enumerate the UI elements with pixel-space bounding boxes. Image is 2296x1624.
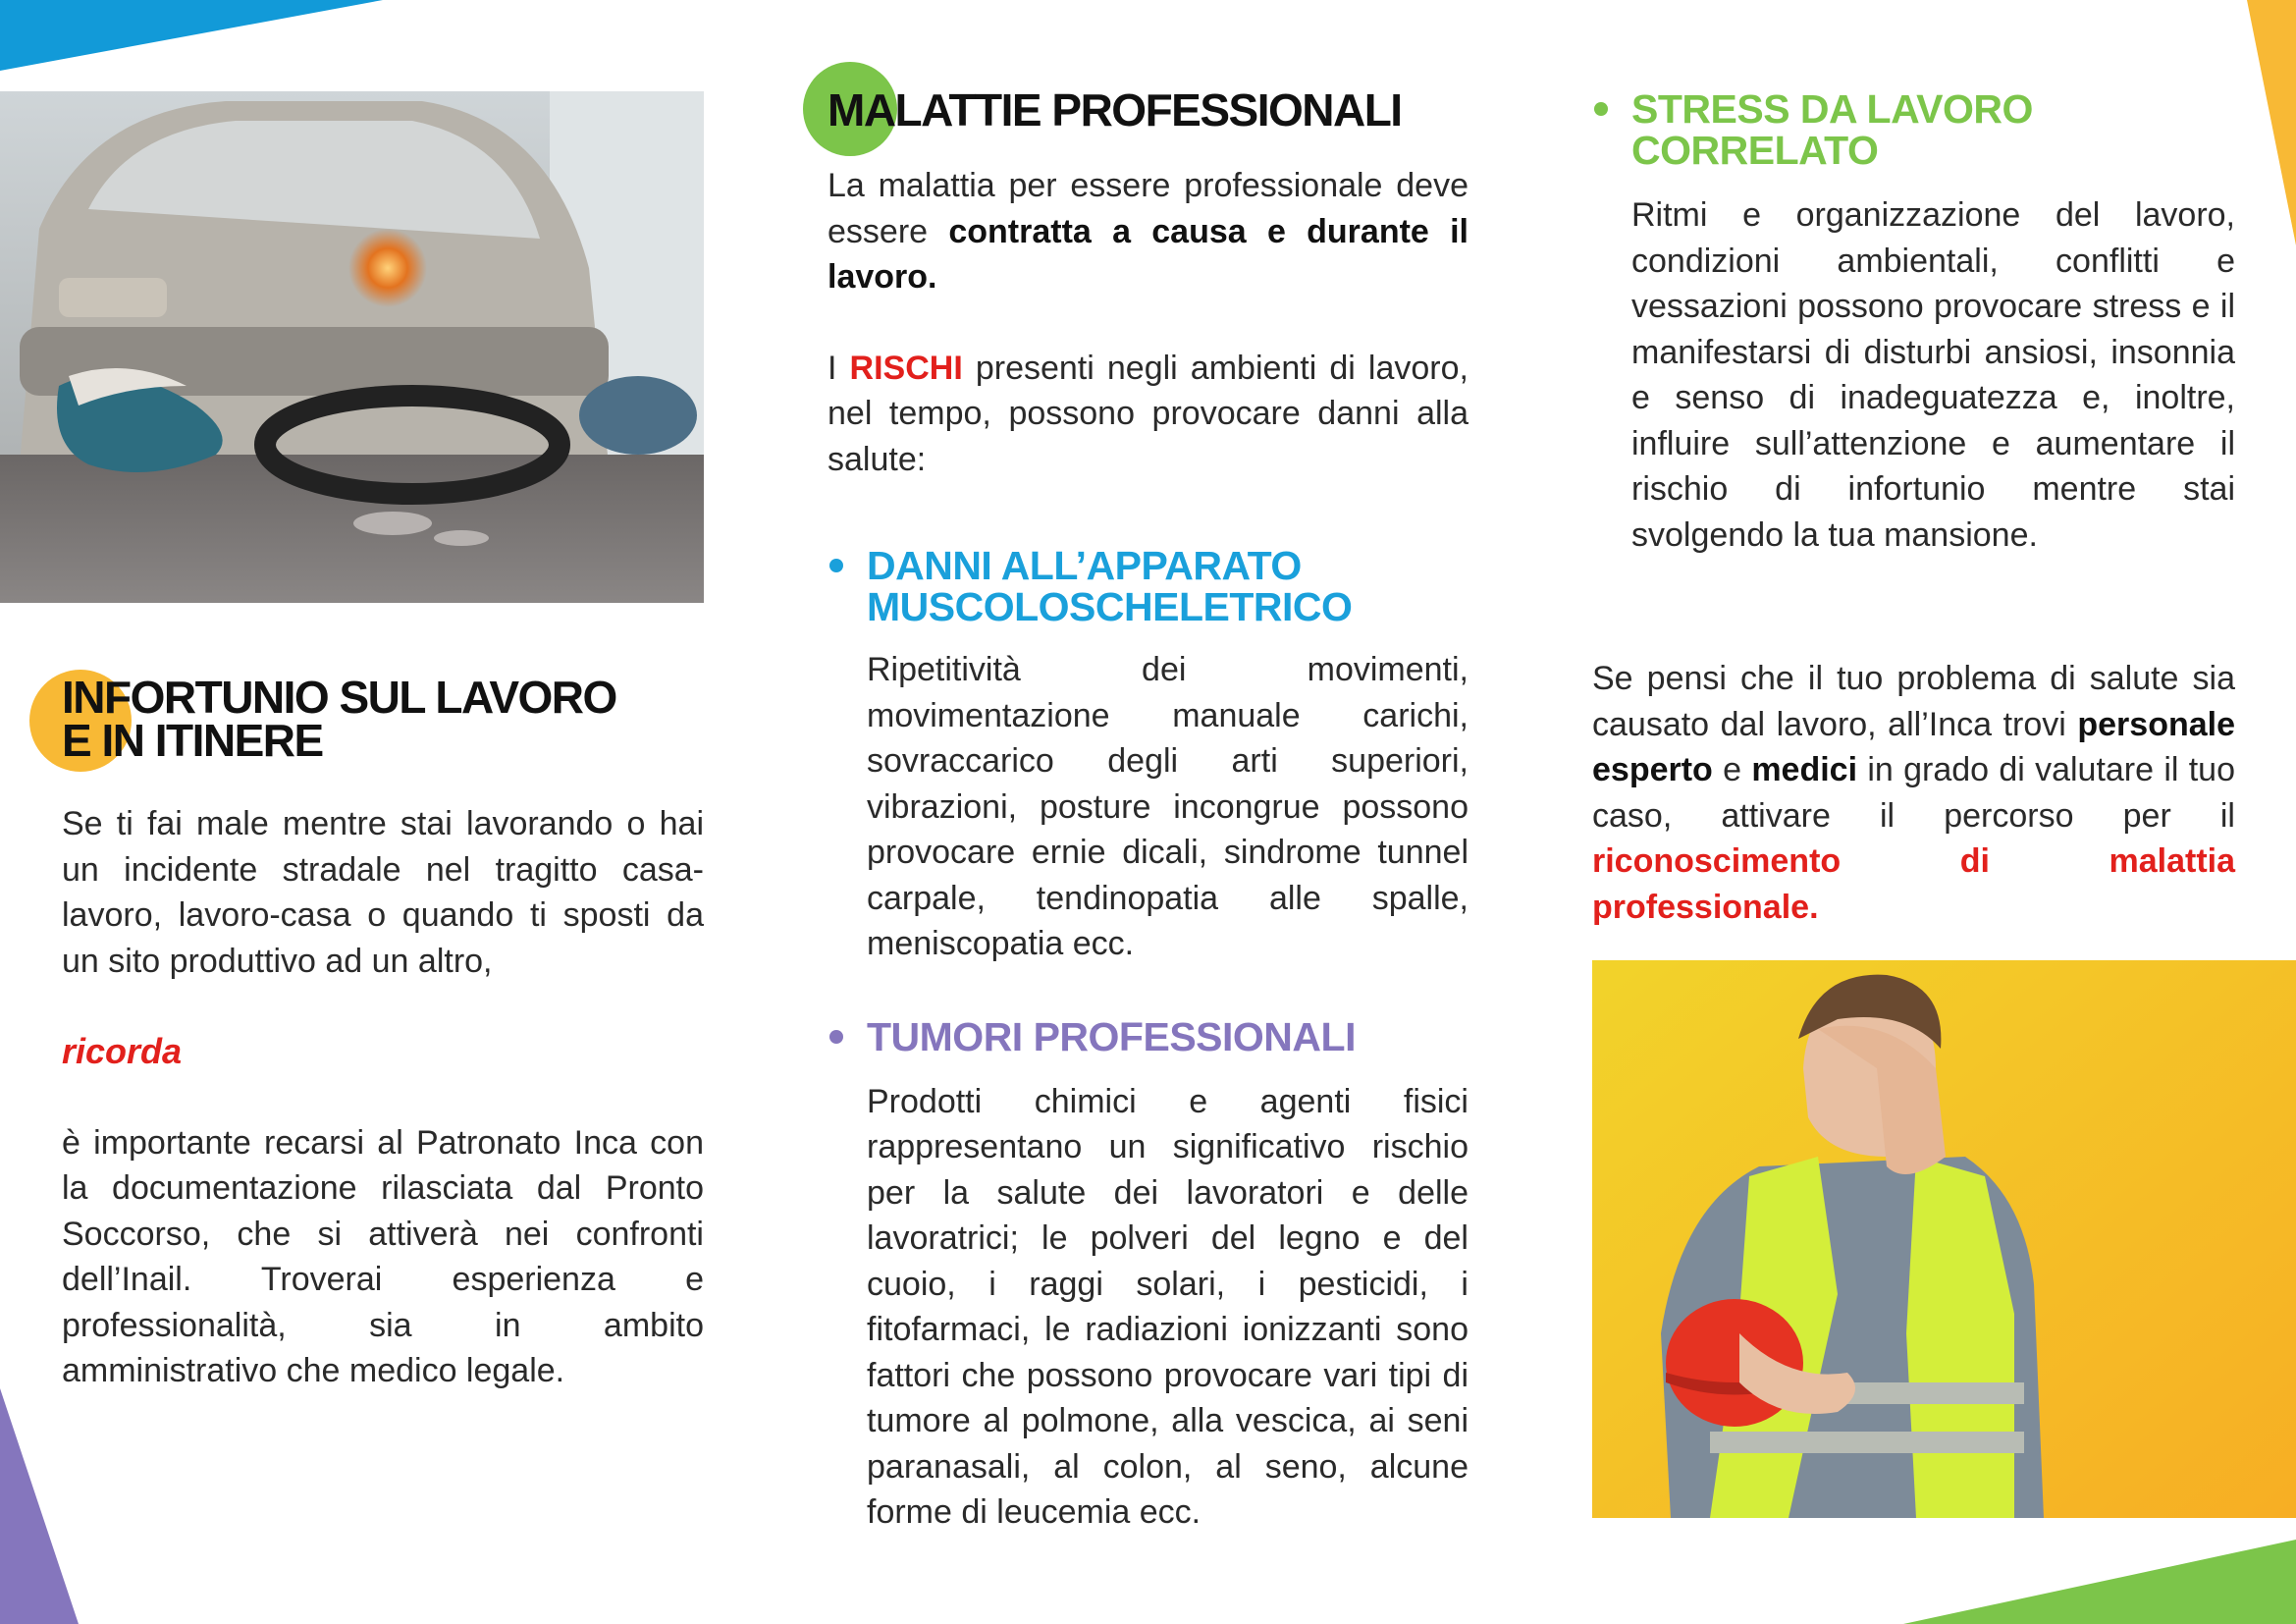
bullet-stress	[1592, 88, 2235, 171]
stress-body: Ritmi e organizzazione del lavoro, condizioni ambientali, conflitti e vessazioni possono provocare stress e il manifestarsi di disturbi ansiosi, insonnia e senso di inadeguatezza e, inoltre, influire sull’attenzione e aumentare il rischio di infortunio mentre stai svolgendo la tua mansione.	[1631, 196, 2235, 554]
middle-column	[828, 84, 1468, 1536]
malattie-intro	[828, 163, 1468, 300]
bullet-stress-title: STRESS DA LAVORO CORRELATO	[1631, 86, 2033, 173]
infortunio-paragraph-2: è importante recarsi al Patronato Inca con la documentazione rilasciata dal Pronto Soccorso, che si attiverà nei confronti dell’Inail. Troverai esperienza e professionalità, sia in ambito amministrativo che medico legale.	[62, 1123, 704, 1389]
ricorda-label: ricorda	[62, 1031, 183, 1071]
rischi-paragraph	[828, 346, 1468, 483]
closing-bold-2: medici	[1751, 751, 1858, 788]
intro-text: La malattia per essere professionale deve essere	[828, 167, 1468, 250]
bullet-dot	[829, 1030, 843, 1044]
heading-line-1: INFORTUNIO SUL LAVORO	[62, 672, 616, 723]
bullet-tumori	[828, 1013, 1468, 1059]
bullet-danni-line-1: DANNI ALL’APPARATO	[867, 543, 1302, 588]
infortunio-paragraph-1: Se ti fai male mentre stai lavorando o hai un incidente stradale nel tragitto casa-lavoro, lavoro-casa o quando ti sposti da un sito produttivo ad un altro,	[62, 805, 704, 980]
bottom-left-purple-stripe	[0, 1388, 88, 1624]
closing-text-3: in grado di valutare il tuo caso, attivare il percorso per il	[1592, 751, 2235, 835]
danni-body: Ripetitività dei movimenti, movimentazione manuale carichi, sovraccarico degli arti superiori, vibrazioni, posture incongrue possono provocare ernie dicali, sindrome tunnel carpale, tendinopatia alle spalle, meniscopatia ecc.	[867, 651, 1468, 962]
top-left-blue-stripe	[0, 0, 393, 79]
closing-text-2: e	[1712, 751, 1752, 788]
bullet-tumori-title: TUMORI PROFESSIONALI	[867, 1013, 1356, 1059]
malattie-heading	[828, 84, 1468, 135]
left-column	[62, 672, 704, 1394]
heading-line-2: E IN ITINERE	[62, 715, 323, 766]
bullet-danni-line-2: MUSCOLOSCHELETRICO	[867, 584, 1353, 629]
closing-bold-1: personale esperto	[1592, 705, 2235, 788]
bottom-right-green-stripe	[1903, 1536, 2296, 1624]
bullet-dot	[1594, 102, 1608, 116]
rischi-pre: I	[828, 349, 850, 387]
closing-text-1: Se pensi che il tuo problema di salute sia causato dal lavoro, all’Inca trovi	[1592, 660, 2235, 743]
accident-photo	[0, 91, 704, 603]
rischi-word: RISCHI	[849, 349, 963, 387]
right-column	[1592, 88, 2235, 930]
bullet-dot	[829, 559, 843, 572]
rischi-post: presenti negli ambienti di lavoro, nel tempo, possono provocare danni alla salute:	[828, 349, 1468, 478]
closing-paragraph	[1592, 656, 2235, 930]
worker-photo	[1592, 960, 2296, 1518]
malattie-heading-text: MALATTIE PROFESSIONALI	[828, 84, 1402, 135]
bullet-danni	[828, 545, 1468, 627]
intro-bold: contratta a causa e durante il lavoro.	[828, 212, 1468, 296]
infortunio-heading	[62, 672, 704, 766]
closing-red: riconoscimento di malattia professionale.	[1592, 842, 2235, 926]
tumori-body: Prodotti chimici e agenti fisici rappresentano un significativo rischio per la salute dei lavoratori e delle lavoratrici; le polveri del legno e del cuoio, i raggi solari, i pesticidi, i fitofarmaci, le radiazioni ionizzanti sono fattori che possono provocare vari tipi di tumore al polmone, alla vescica, ai seni paranasali, al colon, al seno, alcune forme di leucemia ecc.	[867, 1082, 1468, 1531]
